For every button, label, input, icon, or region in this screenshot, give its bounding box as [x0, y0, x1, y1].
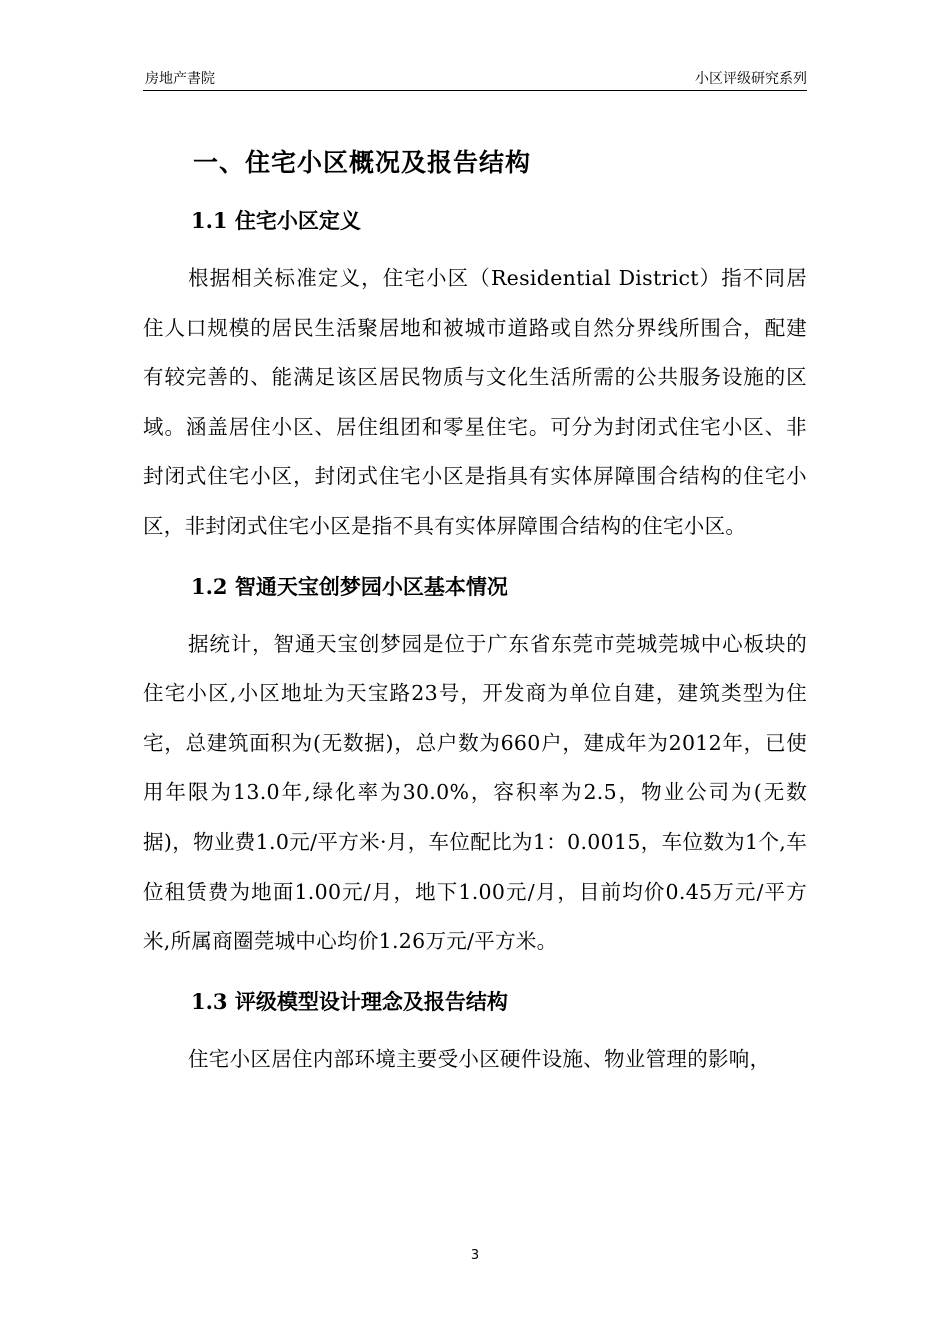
- header-series-title: 小区评级研究系列: [695, 71, 807, 87]
- document-body: [143, 140, 807, 1084]
- page-number: 3: [470, 1248, 480, 1263]
- header-publisher: 房地产書院: [145, 71, 215, 87]
- section-paragraph-1-1: 根据相关标准定义，住宅小区（Residential District）指不同居住人口规模的居民生活聚居地和被城市道路或自然分界线所围合，配建有较完善的、能满足该区居民物质与文化生活所需的公共服务设施的区域。涵盖居住小区、居住组团和零星住宅。可分为封闭式住宅小区、非封闭式住宅小区，封闭式住宅小区是指具有实体屏障围合结构的住宅小区，非封闭式住宅小区是指不具有实体屏障围合结构的住宅小区。: [143, 266, 807, 538]
- page-header: [143, 64, 807, 91]
- section-title-1-2: 1.2 智通天宝创梦园小区基本情况: [191, 573, 508, 599]
- section-paragraph-1-2: 据统计，智通天宝创梦园是位于广东省东莞市莞城莞城中心板块的住宅小区,小区地址为天宝路23号，开发商为单位自建，建筑类型为住宅，总建筑面积为(无数据)，总户数为660户，建成年为2012年，已使用年限为13.0年,绿化率为30.0%，容积率为2.5，物业公司为(无数据)，物业费1.0元/平方米·月，车位配比为1：0.0015，车位数为1个,车位租赁费为地面1.00元/月，地下1.00元/月，目前均价0.45万元/平方米,所属商圈莞城中心均价1.26万元/平方米。: [143, 631, 807, 954]
- section-paragraph-1-3: 住宅小区居住内部环境主要受小区硬件设施、物业管理的影响，: [188, 1046, 771, 1071]
- section-title-1-3: 1.3 评级模型设计理念及报告结构: [191, 988, 508, 1014]
- chapter-title: 一、住宅小区概况及报告结构: [193, 148, 532, 177]
- section-title-1-1: 1.1 住宅小区定义: [191, 208, 361, 233]
